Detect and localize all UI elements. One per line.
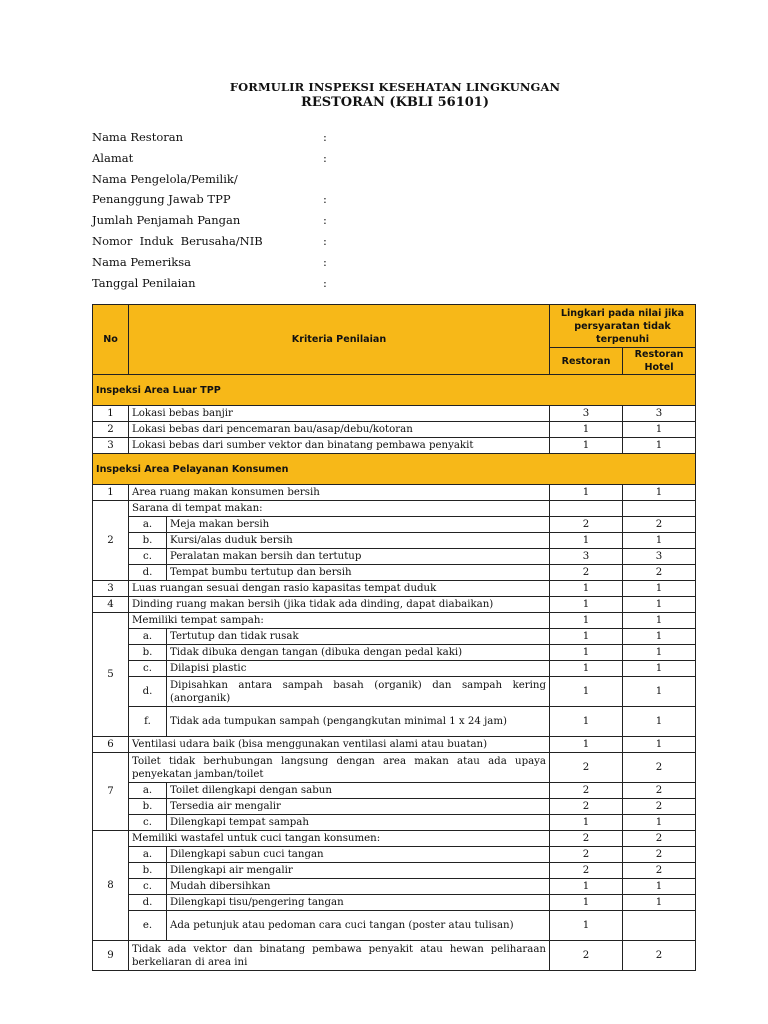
sub-criteria: Dilengkapi tisu/pengering tangan <box>167 895 550 911</box>
info-colon: : <box>323 213 327 228</box>
table-subrow <box>93 645 696 661</box>
info-label: Jumlah Penjamah Pangan <box>92 213 241 228</box>
value-hotel[interactable]: 2 <box>623 783 696 799</box>
value-restoran[interactable]: 2 <box>550 799 623 815</box>
value-hotel[interactable]: 1 <box>623 737 696 753</box>
value-hotel[interactable]: 1 <box>623 707 696 737</box>
value-restoran[interactable]: 1 <box>550 737 623 753</box>
section-row <box>93 454 696 485</box>
table-header-row <box>93 305 696 348</box>
value-hotel[interactable]: 2 <box>623 565 696 581</box>
value-hotel[interactable]: 1 <box>623 422 696 438</box>
table-subrow <box>93 533 696 549</box>
table-subrow <box>93 863 696 879</box>
table-row <box>93 501 696 517</box>
sub-letter: b. <box>129 799 167 815</box>
sub-letter: c. <box>129 549 167 565</box>
row-criteria: Dinding ruang makan bersih (jika tidak ada dinding, dapat diabaikan) <box>129 597 550 613</box>
info-label: Alamat <box>92 150 134 165</box>
sub-criteria: Ada petunjuk atau pedoman cara cuci tangan (poster atau tulisan) <box>167 911 550 941</box>
sub-letter: b. <box>129 645 167 661</box>
value-restoran[interactable]: 2 <box>550 863 623 879</box>
row-criteria: Memiliki tempat sampah: <box>129 613 550 629</box>
value-restoran[interactable]: 3 <box>550 549 623 565</box>
sub-criteria: Tidak ada tumpukan sampah (pengangkutan minimal 1 x 24 jam) <box>167 707 550 737</box>
value-hotel[interactable]: 2 <box>623 753 696 783</box>
sub-letter: c. <box>129 661 167 677</box>
value-restoran[interactable]: 2 <box>550 847 623 863</box>
value-restoran[interactable]: 1 <box>550 815 623 831</box>
value-hotel[interactable]: 2 <box>623 941 696 971</box>
info-row-jumlah-penjamah <box>92 210 392 231</box>
row-criteria: Sarana di tempat makan: <box>129 501 550 517</box>
value-hotel[interactable]: 2 <box>623 517 696 533</box>
row-criteria: Lokasi bebas dari pencemaran bau/asap/debu/kotoran <box>129 422 550 438</box>
info-colon: : <box>323 233 327 248</box>
table-row <box>93 581 696 597</box>
value-hotel[interactable]: 1 <box>623 661 696 677</box>
table-subrow <box>93 799 696 815</box>
sub-criteria: Mudah dibersihkan <box>167 879 550 895</box>
header-restoran: Restoran <box>550 348 623 375</box>
section-row <box>93 375 696 406</box>
sub-criteria: Tidak dibuka dengan tangan (dibuka dengan pedal kaki) <box>167 645 550 661</box>
row-number: 2 <box>93 422 129 438</box>
info-label: Nama Restoran <box>92 130 184 144</box>
sub-criteria: Tempat bumbu tertutup dan bersih <box>167 565 550 581</box>
sub-criteria: Peralatan makan bersih dan tertutup <box>167 549 550 565</box>
value-restoran[interactable]: 1 <box>550 629 623 645</box>
sub-letter: c. <box>129 815 167 831</box>
row-number: 7 <box>93 753 129 831</box>
value-restoran[interactable]: 2 <box>550 753 623 783</box>
sub-letter: f. <box>129 707 167 737</box>
sub-criteria: Dilapisi plastic <box>167 661 550 677</box>
info-label: Penanggung Jawab TPP <box>92 192 231 207</box>
value-hotel[interactable]: 1 <box>623 629 696 645</box>
sub-criteria: Tersedia air mengalir <box>167 799 550 815</box>
value-restoran[interactable]: 1 <box>550 597 623 613</box>
value-hotel[interactable]: 1 <box>623 533 696 549</box>
sub-letter: c. <box>129 879 167 895</box>
row-number: 1 <box>93 485 129 501</box>
value-restoran[interactable]: 2 <box>550 941 623 971</box>
value-hotel[interactable]: 1 <box>623 597 696 613</box>
table-subrow <box>93 517 696 533</box>
sub-letter: b. <box>129 863 167 879</box>
info-row-pengelola <box>92 169 392 190</box>
row-number: 8 <box>93 831 129 941</box>
value-hotel[interactable]: 1 <box>623 438 696 454</box>
info-label: Nomor Induk Berusaha/NIB <box>92 233 263 248</box>
value-restoran[interactable]: 1 <box>550 438 623 454</box>
value-restoran[interactable]: 1 <box>550 422 623 438</box>
sub-letter: d. <box>129 895 167 911</box>
info-colon: : <box>323 130 327 144</box>
info-colon: : <box>323 275 327 290</box>
table-row <box>93 406 696 422</box>
sub-letter: a. <box>129 517 167 533</box>
table-subrow <box>93 895 696 911</box>
form-subtitle: RESTORAN (KBLI 56101) <box>301 95 489 110</box>
row-number: 1 <box>93 406 129 422</box>
table-subrow <box>93 783 696 799</box>
section-area-luar: Inspeksi Area Luar TPP <box>93 375 696 406</box>
row-number: 2 <box>93 501 129 581</box>
sub-criteria: Dilengkapi tempat sampah <box>167 815 550 831</box>
value-hotel[interactable]: 3 <box>623 406 696 422</box>
value-hotel[interactable] <box>623 911 696 941</box>
value-hotel[interactable]: 1 <box>623 815 696 831</box>
table-subrow <box>93 707 696 737</box>
value-restoran[interactable]: 1 <box>550 661 623 677</box>
value-restoran[interactable]: 1 <box>550 645 623 661</box>
value-restoran[interactable]: 1 <box>550 879 623 895</box>
sub-criteria: Kursi/alas duduk bersih <box>167 533 550 549</box>
info-colon: : <box>323 254 327 269</box>
row-number: 5 <box>93 613 129 737</box>
info-fields <box>92 127 392 293</box>
sub-criteria: Dilengkapi air mengalir <box>167 863 550 879</box>
sub-criteria: Dilengkapi sabun cuci tangan <box>167 847 550 863</box>
table-subrow <box>93 911 696 941</box>
row-number: 9 <box>93 941 129 971</box>
table-row <box>93 438 696 454</box>
table-subrow <box>93 677 696 707</box>
row-number: 6 <box>93 737 129 753</box>
sub-letter: e. <box>129 911 167 941</box>
value-restoran[interactable]: 3 <box>550 406 623 422</box>
info-row-nib <box>92 231 392 252</box>
value-hotel[interactable]: 2 <box>623 847 696 863</box>
table-subrow <box>93 549 696 565</box>
value-restoran[interactable]: 2 <box>550 565 623 581</box>
value-restoran[interactable]: 2 <box>550 517 623 533</box>
sub-criteria: Meja makan bersih <box>167 517 550 533</box>
table-subrow <box>93 565 696 581</box>
header-circle-instruction: Lingkari pada nilai jika persyaratan tidak terpenuhi <box>550 305 696 348</box>
info-label: Tanggal Penilaian <box>92 275 196 290</box>
value-hotel[interactable]: 1 <box>623 645 696 661</box>
header-criteria: Kriteria Penilaian <box>129 305 550 375</box>
value-hotel[interactable]: 2 <box>623 831 696 847</box>
value-hotel[interactable]: 1 <box>623 895 696 911</box>
value-restoran[interactable]: 1 <box>550 911 623 941</box>
table-row <box>93 753 696 783</box>
sub-letter: d. <box>129 565 167 581</box>
table-row <box>93 597 696 613</box>
table-subrow <box>93 879 696 895</box>
sub-letter: b. <box>129 533 167 549</box>
value-restoran[interactable]: 1 <box>550 581 623 597</box>
info-row-tanggal <box>92 273 392 294</box>
value-restoran[interactable]: 1 <box>550 613 623 629</box>
row-criteria: Luas ruangan sesuai dengan rasio kapasitas tempat duduk <box>129 581 550 597</box>
info-colon: : <box>323 150 327 165</box>
value-hotel[interactable]: 1 <box>623 879 696 895</box>
table-row <box>93 485 696 501</box>
row-criteria: Memiliki wastafel untuk cuci tangan konsumen: <box>129 831 550 847</box>
row-number: 3 <box>93 438 129 454</box>
table-row <box>93 422 696 438</box>
info-row-alamat <box>92 148 392 169</box>
value-hotel <box>623 501 696 517</box>
info-colon: : <box>323 192 327 207</box>
header-restoran-hotel: Restoran Hotel <box>623 348 696 375</box>
row-criteria: Tidak ada vektor dan binatang pembawa penyakit atau hewan peliharaan berkeliaran di area ini <box>129 941 550 971</box>
table-row <box>93 831 696 847</box>
value-restoran[interactable]: 1 <box>550 895 623 911</box>
value-hotel[interactable]: 1 <box>623 613 696 629</box>
row-number: 4 <box>93 597 129 613</box>
info-row-nama-restoran <box>92 127 392 148</box>
value-hotel[interactable]: 2 <box>623 799 696 815</box>
table-subrow <box>93 847 696 863</box>
info-row-penanggung-jawab <box>92 189 392 210</box>
value-restoran[interactable]: 1 <box>550 707 623 737</box>
info-label: Nama Pengelola/Pemilik/ <box>92 171 238 186</box>
header-no: No <box>93 305 129 375</box>
table-subrow <box>93 661 696 677</box>
value-restoran[interactable]: 1 <box>550 485 623 501</box>
value-hotel[interactable]: 1 <box>623 677 696 707</box>
sub-criteria: Dipisahkan antara sampah basah (organik) dan sampah kering (anorganik) <box>167 677 550 707</box>
sub-letter: a. <box>129 847 167 863</box>
sub-letter: a. <box>129 629 167 645</box>
row-criteria: Toilet tidak berhubungan langsung dengan area makan atau ada upaya penyekatan jamban/toilet <box>129 753 550 783</box>
value-hotel[interactable]: 2 <box>623 863 696 879</box>
form-title: FORMULIR INSPEKSI KESEHATAN LINGKUNGAN <box>229 80 561 94</box>
row-criteria: Lokasi bebas banjir <box>129 406 550 422</box>
table-row <box>93 737 696 753</box>
sub-letter: d. <box>129 677 167 707</box>
info-label: Nama Pemeriksa <box>92 254 191 269</box>
row-criteria: Ventilasi udara baik (bisa menggunakan ventilasi alami atau buatan) <box>129 737 550 753</box>
sub-criteria: Tertutup dan tidak rusak <box>167 629 550 645</box>
value-restoran[interactable]: 2 <box>550 783 623 799</box>
inspection-table <box>92 304 696 971</box>
value-restoran <box>550 501 623 517</box>
row-criteria: Lokasi bebas dari sumber vektor dan binatang pembawa penyakit <box>129 438 550 454</box>
section-area-pelayanan: Inspeksi Area Pelayanan Konsumen <box>93 454 696 485</box>
value-hotel[interactable]: 1 <box>623 581 696 597</box>
info-row-pemeriksa <box>92 252 392 273</box>
table-row <box>93 613 696 629</box>
row-number: 3 <box>93 581 129 597</box>
sub-letter: a. <box>129 783 167 799</box>
value-restoran[interactable]: 1 <box>550 677 623 707</box>
value-hotel[interactable]: 1 <box>623 485 696 501</box>
row-criteria: Area ruang makan konsumen bersih <box>129 485 550 501</box>
table-subrow <box>93 815 696 831</box>
value-restoran[interactable]: 1 <box>550 533 623 549</box>
value-hotel[interactable]: 3 <box>623 549 696 565</box>
table-subrow <box>93 629 696 645</box>
table-row <box>93 941 696 971</box>
sub-criteria: Toilet dilengkapi dengan sabun <box>167 783 550 799</box>
value-restoran[interactable]: 2 <box>550 831 623 847</box>
